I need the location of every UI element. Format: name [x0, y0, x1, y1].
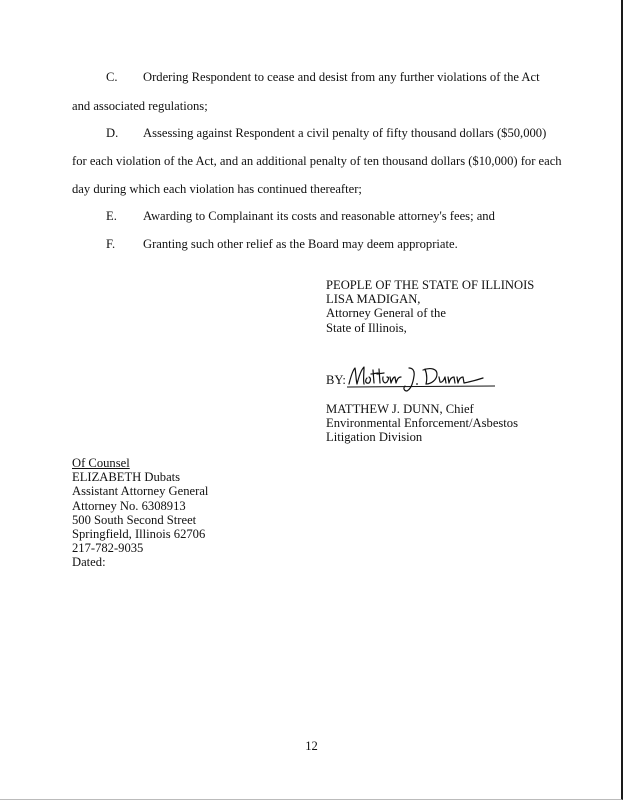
counsel-city: Springfield, Illinois 62706 [72, 527, 206, 542]
clause-d-letter: D. [106, 126, 119, 140]
clause-c-text: Ordering Respondent to cease and desist from any further violations of the Act [143, 70, 540, 84]
signer-name: MATTHEW J. DUNN, Chief [326, 402, 474, 416]
clause-e-text: Awarding to Complainant its costs and reasonable attorney's fees; and [143, 209, 495, 223]
signature-row [326, 364, 506, 394]
clause-d-continuation-2: day during which each violation has continued thereafter; [72, 182, 362, 196]
signer-division: Environmental Enforcement/Asbestos [326, 416, 519, 431]
signatory-line-attorney-name: LISA MADIGAN, [326, 292, 421, 307]
by-label: BY: [326, 373, 346, 387]
counsel-dated: Dated: [72, 555, 106, 570]
counsel-block [72, 456, 208, 570]
counsel-heading: Of Counsel [72, 456, 130, 470]
signer-block [326, 402, 518, 445]
counsel-street: 500 South Second Street [72, 512, 197, 527]
page-number: 12 [305, 739, 318, 753]
clause-d-continuation-1: for each violation of the Act, and an additional penalty of ten thousand dollars ($10,000) for each [72, 154, 562, 168]
clause-f-letter: F. [106, 237, 116, 251]
handwritten-signature [345, 364, 505, 394]
signatory-line-title: Attorney General of the [326, 306, 446, 321]
counsel-phone: 217-782-9035 [72, 541, 144, 556]
counsel-name: ELIZABETH Dubats [72, 470, 181, 485]
signer-subdivision: Litigation Division [326, 430, 423, 445]
clause-e-letter: E. [106, 209, 117, 223]
signatory-line-state: State of Illinois, [326, 320, 407, 335]
signatory-block [326, 278, 534, 335]
clause-d-text: Assessing against Respondent a civil penalty of fifty thousand dollars ($50,000) [143, 126, 547, 140]
clause-f-text: Granting such other relief as the Board may deem appropriate. [143, 237, 458, 251]
clause-c-continuation: and associated regulations; [72, 99, 208, 113]
clause-c-letter: C. [106, 70, 118, 84]
signatory-line-people: PEOPLE OF THE STATE OF ILLINOIS [326, 278, 535, 292]
counsel-attorney-number: Attorney No. 6308913 [72, 498, 186, 513]
counsel-title: Assistant Attorney General [72, 484, 209, 499]
